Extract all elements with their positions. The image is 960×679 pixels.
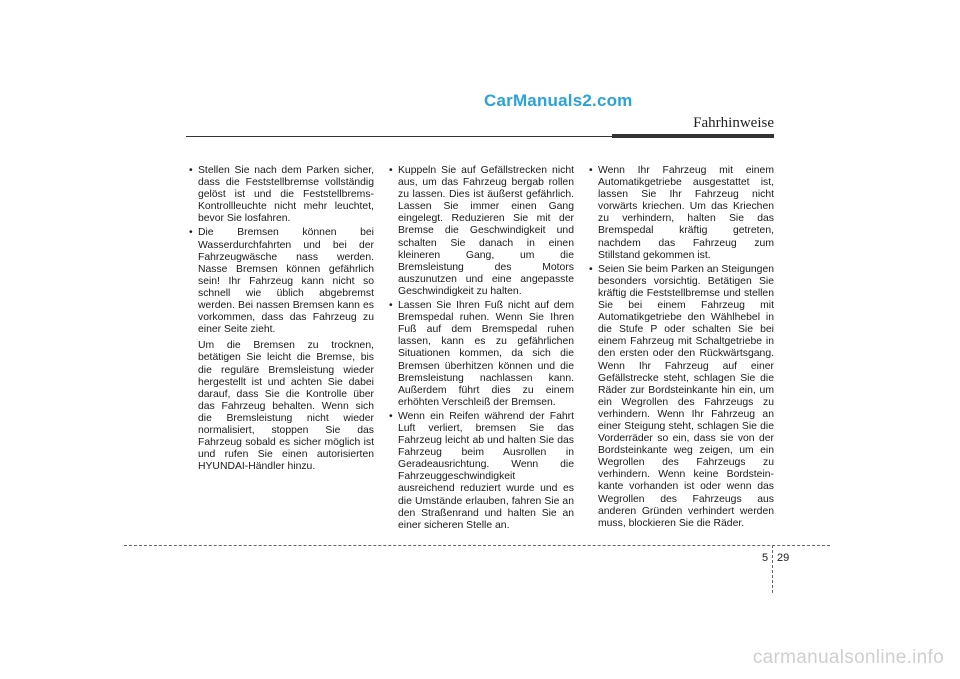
carmanuals2-watermark: CarManuals2.com bbox=[484, 91, 633, 110]
bullet-item bbox=[389, 300, 574, 409]
chapter-number: 5 bbox=[762, 552, 769, 564]
bullet-item bbox=[589, 264, 774, 530]
bullet-icon: • bbox=[389, 410, 393, 422]
text-column-1 bbox=[189, 165, 374, 473]
bullet-icon: • bbox=[389, 165, 393, 176]
bullet-text: Wenn ein Reifen während der Fahrt Luft verliert, bremsen Sie das Fahrzeug leicht ab und halten Sie das Fahrzeug beim Ausrollen in Geradeausrichtung. Wenn die Fahrzeuggeschwindigkeit ausreichend reduziert wurde und es die Umstände erlauben, fahren Sie an den Straßenrand und halten Sie an einer sicheren Stelle an. bbox=[398, 410, 574, 531]
carmanualsonline-watermark: carmanualsonline.info bbox=[752, 647, 944, 668]
footer-dashed-rule bbox=[124, 545, 830, 546]
bullet-icon: • bbox=[589, 165, 593, 176]
bullet-icon: • bbox=[589, 263, 593, 275]
bullet-item bbox=[589, 165, 774, 262]
bullet-text: Stellen Sie nach dem Parken sicher, dass die Feststellbremse vollständig gelöst ist und die Feststellbrems-Kontrollleuchte nicht mehr leuchtet, bevor Sie losfahren. bbox=[198, 165, 374, 225]
page-number: 29 bbox=[777, 552, 790, 564]
header-rule-thick bbox=[612, 134, 774, 138]
bullet-icon: • bbox=[189, 165, 193, 176]
bullet-text: Wenn Ihr Fahrzeug mit einem Automatikgetriebe ausgestattet ist, lassen Sie Ihr Fahrzeug nicht vorwärts kriechen. Um das Kriechen zu verhindern, halten Sie das Bremspedal kräftig getreten, nachdem das Fahrzeug zum Stillstand gekommen ist. bbox=[598, 165, 774, 261]
bullet-item bbox=[189, 227, 374, 336]
text-column-3 bbox=[589, 165, 774, 532]
bullet-text: Kuppeln Sie auf Gefällstrecken nicht aus, um das Fahrzeug bergab rollen zu lassen. Dies ist äußerst gefährlich. Lassen Sie immer einen Gang eingelegt. Reduzieren Sie mit der Bremse die Geschwindigkeit und schalten Sie danach in einen kleineren Gang, um die Bremsleistung des Motors auszunutzen und eine angepasste Geschwindigkeit zu halten. bbox=[398, 165, 574, 297]
text-column-2 bbox=[389, 165, 574, 534]
section-title: Fahrhinweise bbox=[693, 115, 774, 131]
bullet-text: Die Bremsen können bei Wasserdurchfahrten und bei der Fahrzeugwäsche nass werden. Nasse Bremsen können gefährlich sein! Ihr Fahrzeug kann nicht so schnell wie üblich abgebremst werden. Bei nassen Bremsen kann es vorkommen, dass das Fahrzeug zu einer Seite zieht. bbox=[198, 227, 374, 336]
bullet-item bbox=[389, 411, 574, 532]
bullet-text: Lassen Sie Ihren Fuß nicht auf dem Bremspedal ruhen. Wenn Sie Ihren Fuß auf dem Bremspedal ruhen lassen, kann es zu gefährlichen Situationen kommen, da sich die Bremsen überhitzen können und die Bremsleistung nachlassen kann. Außerdem führt dies zu einem erhöhten Verschleiß der Bremsen. bbox=[398, 300, 574, 408]
footer-dashed-divider bbox=[772, 545, 773, 593]
bullet-text: Seien Sie beim Parken an Steigungen besonders vorsichtig. Betätigen Sie kräftig die Feststellbremse und stellen Sie bei einem Fahrzeug mit Automatikgetriebe den Wählhebel in die Stufe P oder schalten Sie bei einem Fahrzeug mit Schaltgetriebe in den ersten oder den Rückwärtsgang. Wenn Ihr Fahrzeug auf einer Gefällstrecke steht, schlagen Sie die Räder zur Bordsteinkante hin ein, um ein Wegrollen des Fahrzeugs zu verhindern. Wenn Ihr Fahrzeug an einer Steigung steht, schlagen Sie die Vorderräder so ein, dass sie von der Bordsteinkante weg zeigen, um ein Wegrollen des Fahrzeugs zu verhindern. Wenn keine Bordstein-kante vorhanden ist oder wenn das Wegrollen des Fahrzeugs aus anderen Gründen verhindert werden muss, blockieren Sie die Räder. bbox=[598, 263, 774, 529]
bullet-item bbox=[389, 165, 574, 298]
body-paragraph: Um die Bremsen zu trocknen, betätigen Sie leicht die Bremse, bis die reguläre Bremsleistung wieder hergestellt ist und achten Sie dabei darauf, dass Sie die Kontrolle über das Fahrzeug behalten. Wenn sich die Bremsleistung nicht wieder normalisiert, stoppen Sie das Fahrzeug sobald es sicher möglich ist und rufen Sie einen autorisierten HYUNDAI-Händler hinzu. bbox=[198, 340, 374, 473]
bullet-icon: • bbox=[189, 227, 193, 239]
bullet-item bbox=[189, 165, 374, 225]
bullet-icon: • bbox=[389, 300, 393, 312]
header-rule-thin bbox=[186, 136, 612, 137]
